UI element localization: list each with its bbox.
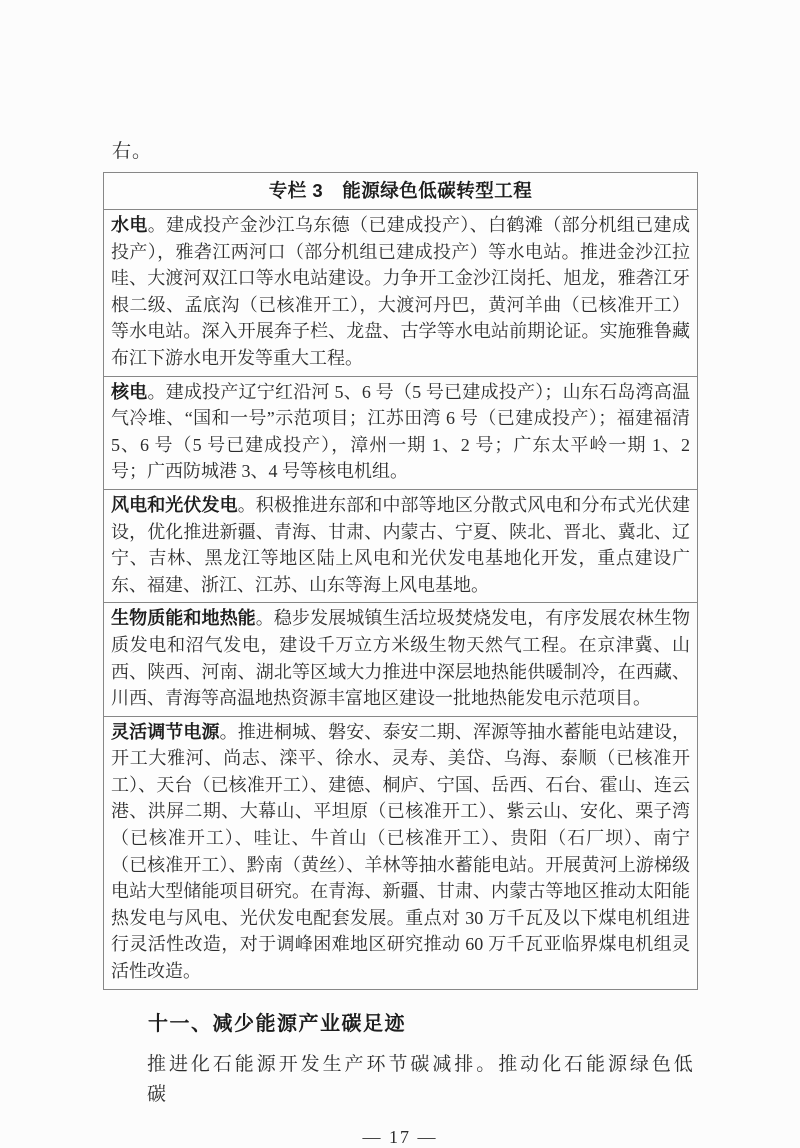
section-heading-eleven: 十一、减少能源产业碳足迹 [148, 1012, 406, 1035]
box-row-hydropower [104, 210, 697, 377]
body-paragraph [147, 1050, 695, 1110]
feature-box-title: 专栏 3 能源绿色低碳转型工程 [104, 173, 697, 210]
row-term-nuclear: 核电 [111, 381, 148, 402]
feature-box-column-3 [103, 172, 698, 990]
box-row-biomass-geothermal [104, 603, 697, 716]
row-text-biomass-geothermal: 。稳步发展城镇生活垃圾焚烧发电，有序发展农林生物质发电和沼气发电，建设千万立方米级生物天然气工程。在京津冀、山西、陕西、河南、湖北等区域大力推进中深层地热能供暖制冷，在西藏、川西、青海等高温地热资源丰富地区建设一批地热能发电示范项目。 [111, 608, 691, 709]
row-text-wind-solar: 。积极推进东部和中部等地区分散式风电和分布式光伏建设，优化推进新疆、青海、甘肃、内蒙古、宁夏、陕北、晋北、冀北、辽宁、吉林、黑龙江等地区陆上风电和光伏发电基地化开发，重点建设广东、福建、浙江、江苏、山东等海上风电基地。 [111, 494, 691, 595]
box-row-nuclear [104, 377, 697, 490]
paragraph-lead-sentence: 推进化石能源开发生产环节碳减排。 [147, 1053, 499, 1075]
row-term-biomass-geothermal: 生物质能和地热能 [111, 608, 256, 629]
paragraph-rest-text: 推动化石能源绿色低碳 [147, 1053, 695, 1105]
row-term-hydropower: 水电 [111, 215, 148, 235]
row-term-flexible-power: 灵活调节电源 [111, 721, 220, 742]
row-text-hydropower: 。建成投产金沙江乌东德（已建成投产）、白鹤滩（部分机组已建成投产），雅砻江两河口（部分机组已建成投产）等水电站。推进金沙江拉哇、大渡河双江口等水电站建设。力争开工金沙江岗托、旭龙，雅砻江牙根二级、孟底沟（已核准开工），大渡河丹巴，黄河羊曲（已核准开工）等水电站。深入开展奔子栏、龙盘、古学等水电站前期论证。实施雅鲁藏布江下游水电开发等重大工程。 [111, 215, 691, 368]
row-term-wind-solar: 风电和光伏发电 [111, 494, 238, 515]
row-text-flexible-power: 。推进桐城、磐安、泰安二期、浑源等抽水蓄能电站建设，开工大雅河、尚志、滦平、徐水、灵寿、美岱、乌海、泰顺（已核准开工）、天台（已核准开工）、建德、桐庐、宁国、岳西、石台、霍山、连云港、洪屏二期、大幕山、平坦原（已核准开工）、紫云山、安化、栗子湾（已核准开工）、哇让、牛首山（已核准开工）、贵阳（石厂坝）、南宁（已核准开工）、黔南（黄丝）、羊林等抽水蓄能电站。开展黄河上游梯级电站大型储能项目研究。在青海、新疆、甘肃、内蒙古等地区推动太阳能热发电与风电、光伏发电配套发展。重点对 30 万千瓦及以下煤电机组进行灵活性改造，对于调峰困难地区研究推动 60 万千瓦亚临界煤电机组灵活性改造。 [111, 721, 691, 982]
box-row-wind-solar [104, 490, 697, 603]
page-number: — 17 — [362, 1126, 438, 1147]
row-text-nuclear: 。建成投产辽宁红沿河 5、6 号（5 号已建成投产）；山东石岛湾高温气冷堆、“国和一号”示范项目；江苏田湾 6 号（已建成投产）；福建福清 5、6 号（5 号已建成投产），漳州一期 1、2 号；广东太平岭一期 1、2 号；广西防城港 3、4 号等核电机组。 [111, 381, 691, 482]
paragraph-continuation-text: 右。 [112, 141, 153, 162]
box-row-flexible-power [104, 717, 697, 989]
